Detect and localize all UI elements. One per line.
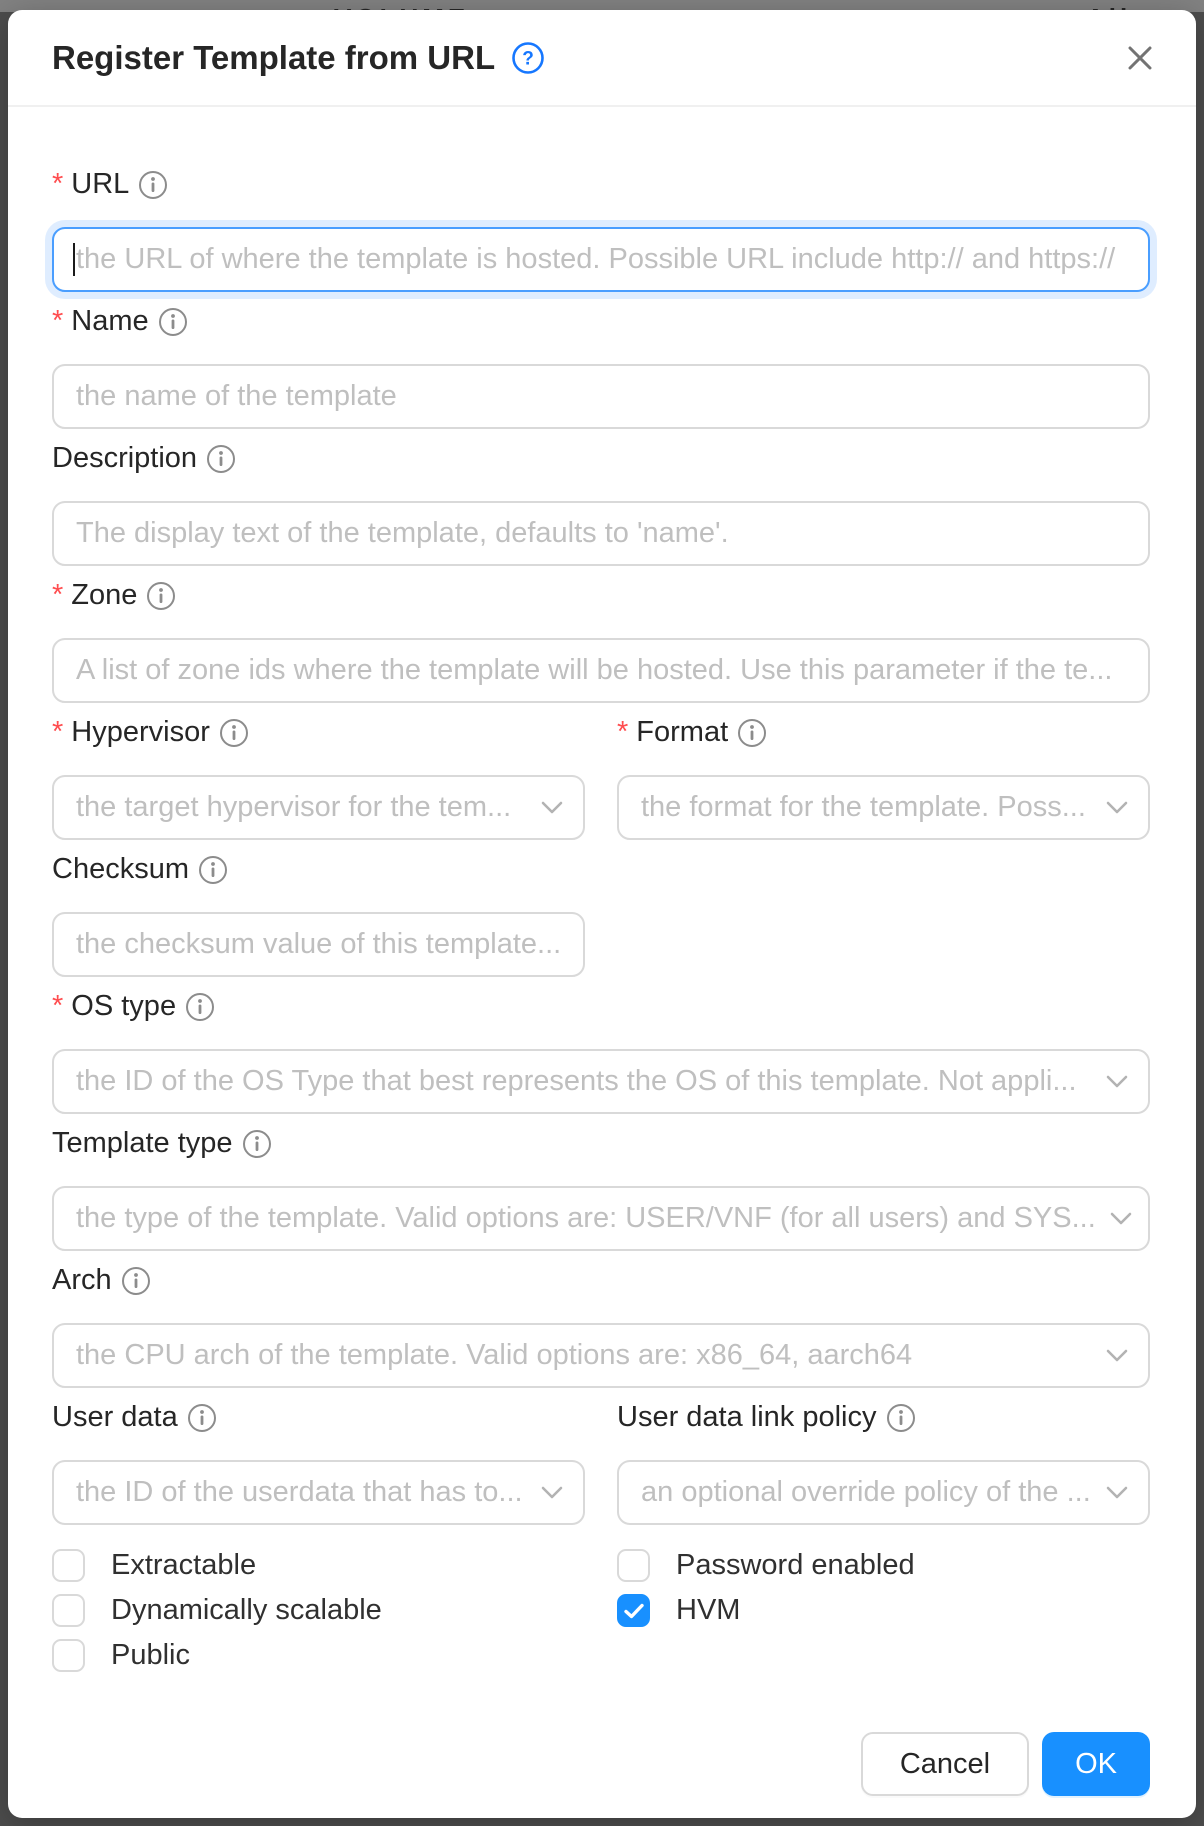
field-name-label: * Name xyxy=(52,304,1150,338)
field-hypervisor-label: * Hypervisor xyxy=(52,715,585,749)
field-format-label: * Format xyxy=(617,715,1150,749)
modal-footer xyxy=(52,1732,1150,1796)
chevron-down-icon xyxy=(1110,1212,1132,1226)
cancel-button[interactable]: Cancel xyxy=(861,1732,1029,1796)
field-hypervisor xyxy=(52,715,585,840)
checkbox-column-left xyxy=(52,1549,585,1684)
required-marker: * xyxy=(52,305,64,337)
required-marker: * xyxy=(52,990,64,1022)
info-icon[interactable] xyxy=(886,1403,916,1433)
info-icon[interactable] xyxy=(146,581,176,611)
template-type-select[interactable]: the type of the template. Valid options are: USER/VNF (for all users) and SYS... xyxy=(52,1186,1150,1251)
hypervisor-select[interactable]: the target hypervisor for the tem... xyxy=(52,775,585,840)
chevron-down-icon xyxy=(541,801,563,815)
user-data-select[interactable]: the ID of the userdata that has to... xyxy=(52,1460,585,1525)
close-icon[interactable] xyxy=(1118,36,1162,80)
field-user-data-link-policy xyxy=(617,1400,1150,1525)
field-description xyxy=(52,441,1150,566)
format-select[interactable]: the format for the template. Poss... xyxy=(617,775,1150,840)
checkbox-box xyxy=(52,1639,85,1672)
required-marker: * xyxy=(617,716,629,748)
text-cursor xyxy=(73,243,75,276)
info-icon[interactable] xyxy=(187,1403,217,1433)
field-template-type xyxy=(52,1126,1150,1251)
field-os-type xyxy=(52,989,1150,1114)
chevron-down-icon xyxy=(1106,1349,1128,1363)
checkbox-box xyxy=(617,1594,650,1627)
modal-header xyxy=(8,10,1196,107)
info-icon[interactable] xyxy=(121,1266,151,1296)
field-checksum-label: Checksum xyxy=(52,852,1150,886)
zone-input[interactable] xyxy=(52,638,1150,703)
chevron-down-icon xyxy=(1106,1486,1128,1500)
row-hypervisor-format xyxy=(52,715,1150,840)
modal-body xyxy=(8,107,1196,1796)
field-url xyxy=(52,167,1150,292)
info-icon[interactable] xyxy=(242,1129,272,1159)
field-user-data xyxy=(52,1400,585,1525)
svg-text:?: ? xyxy=(522,48,534,69)
checkbox-box xyxy=(617,1549,650,1582)
field-description-label: Description xyxy=(52,441,1150,475)
checksum-input[interactable] xyxy=(52,912,585,977)
checkbox-area xyxy=(52,1549,1150,1684)
info-icon[interactable] xyxy=(138,170,168,200)
checkbox-label: Public xyxy=(111,1639,190,1671)
field-checksum xyxy=(52,852,1150,977)
chevron-down-icon xyxy=(1106,1075,1128,1089)
info-icon[interactable] xyxy=(206,444,236,474)
dynamically-scalable-checkbox[interactable] xyxy=(52,1594,585,1627)
info-icon[interactable] xyxy=(185,992,215,1022)
field-format xyxy=(617,715,1150,840)
info-icon[interactable] xyxy=(737,718,767,748)
field-url-label: * URL xyxy=(52,167,1150,201)
extractable-checkbox[interactable] xyxy=(52,1549,585,1582)
checkbox-box xyxy=(52,1594,85,1627)
required-marker: * xyxy=(52,579,64,611)
checkbox-label: HVM xyxy=(676,1594,741,1626)
field-os-type-label: * OS type xyxy=(52,989,1150,1023)
public-checkbox[interactable] xyxy=(52,1639,585,1672)
ok-button[interactable]: OK xyxy=(1042,1732,1150,1796)
chevron-down-icon xyxy=(541,1486,563,1500)
description-input[interactable] xyxy=(52,501,1150,566)
register-template-modal xyxy=(8,10,1196,1818)
password-enabled-checkbox[interactable] xyxy=(617,1549,1150,1582)
field-name xyxy=(52,304,1150,429)
help-icon[interactable] xyxy=(511,41,545,75)
checkbox-column-right xyxy=(617,1549,1150,1684)
required-marker: * xyxy=(52,716,64,748)
hvm-checkbox[interactable] xyxy=(617,1594,1150,1627)
field-template-type-label: Template type xyxy=(52,1126,1150,1160)
field-user-data-label: User data xyxy=(52,1400,585,1434)
os-type-select[interactable]: the ID of the OS Type that best represents the OS of this template. Not appli... xyxy=(52,1049,1150,1114)
arch-select[interactable]: the CPU arch of the template. Valid options are: x86_64, aarch64 xyxy=(52,1323,1150,1388)
user-data-link-policy-select[interactable]: an optional override policy of the ... xyxy=(617,1460,1150,1525)
info-icon[interactable] xyxy=(219,718,249,748)
field-zone xyxy=(52,578,1150,703)
row-user-data xyxy=(52,1400,1150,1525)
chevron-down-icon xyxy=(1106,801,1128,815)
field-arch xyxy=(52,1263,1150,1388)
checkbox-box xyxy=(52,1549,85,1582)
field-arch-label: Arch xyxy=(52,1263,1150,1297)
info-icon[interactable] xyxy=(158,307,188,337)
field-zone-label: * Zone xyxy=(52,578,1150,612)
checkbox-label: Dynamically scalable xyxy=(111,1594,382,1626)
info-icon[interactable] xyxy=(198,855,228,885)
name-input[interactable] xyxy=(52,364,1150,429)
modal-title: Register Template from URL xyxy=(52,38,496,76)
url-input[interactable] xyxy=(52,227,1150,292)
checkbox-label: Extractable xyxy=(111,1549,257,1581)
checkbox-label: Password enabled xyxy=(676,1549,915,1581)
required-marker: * xyxy=(52,168,64,200)
field-user-data-link-policy-label: User data link policy xyxy=(617,1400,1150,1434)
